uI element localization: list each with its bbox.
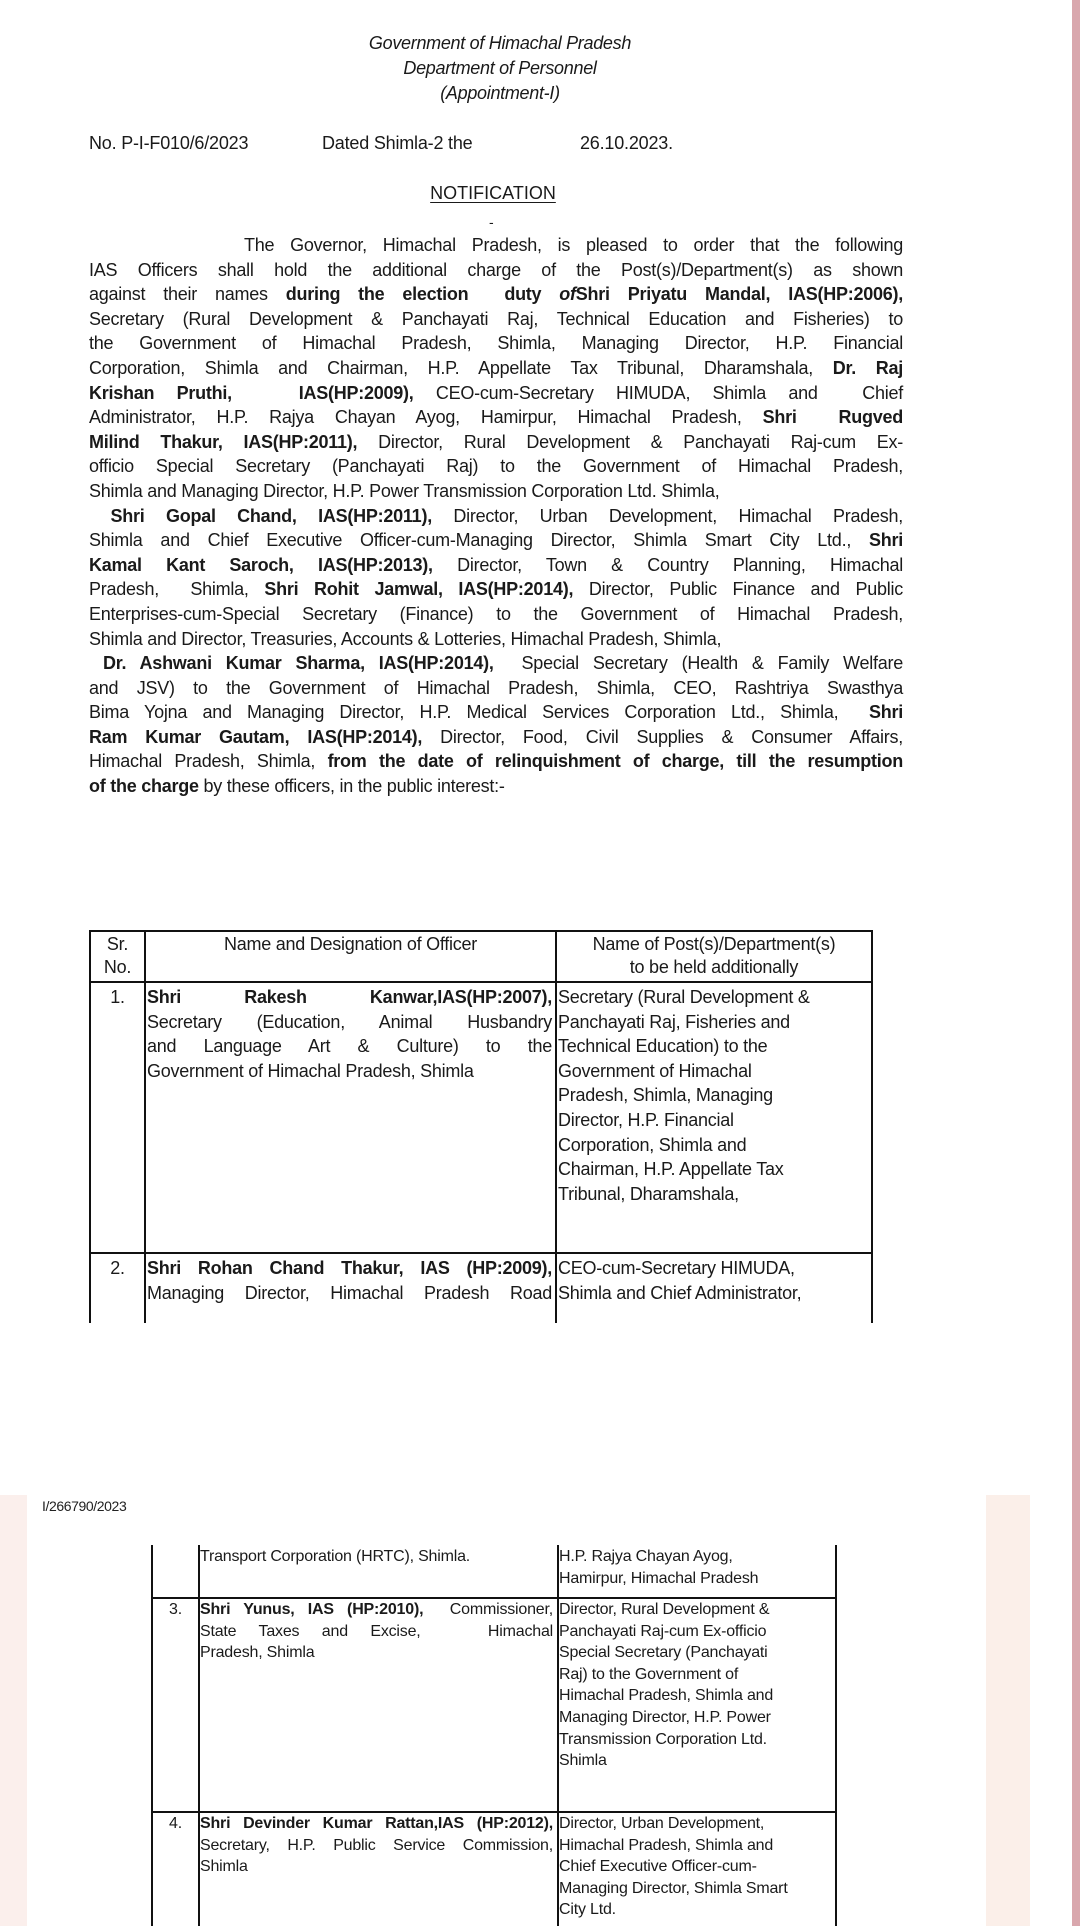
text-line: Panchayati Raj-cum Ex-officio xyxy=(559,1622,767,1640)
text-line: Shri Gopal Chand, IAS(HP:2011), Director, Urban Development, Himachal Pradesh, xyxy=(89,505,903,526)
text-line: Managing Director, Himachal Pradesh Road xyxy=(147,1282,552,1303)
text-line: Shri Yunus, IAS (HP:2010), Commissioner, xyxy=(200,1601,553,1618)
text-line: Ram Kumar Gautam, IAS(HP:2014), Director, Food, Civil Supplies & Consumer Affairs, xyxy=(89,726,904,747)
text-line: the Government of Himachal Pradesh, Shimla, Managing Director, H.P. Financial xyxy=(89,333,903,354)
text-line: Corporation, Shimla and xyxy=(558,1134,747,1155)
reference-number: No. P-I-F010/6/2023 xyxy=(89,133,249,153)
text-line: Secretary, H.P. Public Service Commission, xyxy=(200,1836,553,1854)
text-line: officio Special Secretary (Panchayati Raj) to the Government of Himachal Pradesh, xyxy=(89,456,903,477)
text-line: Bima Yojna and Managing Director, H.P. Medical Services Corporation Ltd., Shimla, Shri xyxy=(89,702,903,723)
header-section: (Appointment-I) xyxy=(440,83,560,103)
text-line: Shimla and Director, Treasuries, Accounts & Lotteries, Himachal Pradesh, Shimla, xyxy=(89,628,722,649)
text-line: Pradesh, Shimla, Shri Rohit Jamwal, IAS(HP:2014), Director, Public Finance and Public xyxy=(89,579,903,600)
page2-left-margin xyxy=(0,1495,27,1926)
row3-sr: 3. xyxy=(169,1601,182,1618)
text-line: Panchayati Raj, Fisheries and xyxy=(558,1011,790,1032)
text-line: Shimla xyxy=(200,1858,248,1876)
text-line: H.P. Rajya Chayan Ayog, xyxy=(559,1548,733,1565)
text-line: Krishan Pruthi, IAS(HP:2009), CEO-cum-Secretary HIMUDA, Shimla and Chief xyxy=(89,382,903,403)
text-line: The Governor, Himachal Pradesh, is pleased to order that the following xyxy=(244,235,903,255)
text-line: Tribunal, Dharamshala, xyxy=(558,1183,739,1204)
row2-officer xyxy=(147,1256,552,1305)
text-line: Director, H.P. Financial xyxy=(558,1109,734,1130)
text-line: Dr. Ashwani Kumar Sharma, IAS(HP:2014), Special Secretary (Health & Family Welfare xyxy=(89,653,903,674)
text-line: Milind Thakur, IAS(HP:2011), Director, Rural Development & Panchayati Raj-cum Ex- xyxy=(89,431,903,452)
text-line: City Ltd. xyxy=(559,1901,616,1919)
text-line: Himachal Pradesh, Shimla and xyxy=(559,1687,774,1705)
text-line: Transport Corporation (HRTC), Shimla. xyxy=(200,1548,471,1565)
row2-posts-cont xyxy=(559,1546,833,1589)
row3-officer xyxy=(200,1599,553,1664)
text-line: Government of Himachal xyxy=(558,1060,752,1081)
header-department: Department of Personnel xyxy=(403,58,597,78)
text-line: Technical Education) to the xyxy=(558,1036,768,1057)
text-line: Pradesh, Shimla, Managing xyxy=(558,1085,773,1106)
text-line: CEO-cum-Secretary HIMUDA, xyxy=(558,1258,795,1278)
text-line: Raj) to the Government of xyxy=(559,1665,739,1683)
row1-officer xyxy=(147,985,552,1083)
text-line: State Taxes and Excise, Himachal xyxy=(200,1622,553,1640)
header-government: Government of Himachal Pradesh xyxy=(368,33,632,53)
text-line: and Language Art & Culture) to the xyxy=(147,1036,552,1057)
text-line: Shimla and Managing Director, H.P. Power Transmission Corporation Ltd. Shimla, xyxy=(89,480,720,501)
header-posts: Name of Post(s)/Department(s) to be held additionally xyxy=(592,934,836,977)
text-line: Shri Rohan Chand Thakur, IAS (HP:2009), xyxy=(147,1258,552,1278)
text-line: Himachal Pradesh, Shimla, from the date of relinquishment of charge, till the resumption xyxy=(89,751,904,772)
text-line: Secretary (Education, Animal Husbandry xyxy=(147,1011,552,1032)
notification-body xyxy=(89,233,903,799)
page-edge-bar xyxy=(1072,0,1080,1926)
text-line: Transmission Corporation Ltd. xyxy=(559,1730,767,1748)
text-line: Shimla xyxy=(559,1752,607,1770)
text-line: of the charge by these officers, in the public interest:- xyxy=(89,776,505,797)
text-line: Hamirpur, Himachal Pradesh xyxy=(559,1569,759,1587)
header-sr-no: Sr. No. xyxy=(103,934,132,977)
row2-officer-cont xyxy=(200,1546,553,1568)
text-line: Managing Director, H.P. Power xyxy=(559,1708,771,1726)
text-line: Administrator, H.P. Rajya Chayan Ayog, Hamirpur, Himachal Pradesh, Shri Rugved xyxy=(89,407,904,428)
text-line: Special Secretary (Panchayati xyxy=(559,1644,768,1662)
row1-sr: 1. xyxy=(110,987,125,1007)
text-line: IAS Officers shall hold the additional charge of the Post(s)/Department(s) as shown xyxy=(89,259,903,280)
dated-label: Dated Shimla-2 the xyxy=(322,133,473,153)
text-line: Managing Director, Shimla Smart xyxy=(559,1879,788,1897)
row2-posts xyxy=(558,1256,868,1305)
notification-title: NOTIFICATION xyxy=(430,183,556,203)
header-officer: Name and Designation of Officer xyxy=(223,934,478,954)
document-id: I/266790/2023 xyxy=(42,1498,127,1514)
text-line: Kamal Kant Saroch, IAS(HP:2013), Director, Town & Country Planning, Himachal xyxy=(89,554,903,575)
text-line: Himachal Pradesh, Shimla and xyxy=(559,1836,774,1854)
row4-officer xyxy=(200,1813,553,1878)
text-line: Chief Executive Officer-cum- xyxy=(559,1858,757,1876)
row4-sr: 4. xyxy=(169,1815,182,1832)
row2-sr: 2. xyxy=(110,1258,125,1278)
text-line: Director, Rural Development & xyxy=(559,1601,770,1618)
reference-date: 26.10.2023. xyxy=(580,133,673,153)
row4-posts xyxy=(559,1813,833,1921)
text-line: Shimla and Chief Administrator, xyxy=(558,1282,802,1303)
row3-posts xyxy=(559,1599,833,1772)
text-line: Director, Urban Development, xyxy=(559,1815,765,1832)
text-line: Shri Rakesh Kanwar,IAS(HP:2007), xyxy=(147,987,552,1007)
text-line: Government of Himachal Pradesh, Shimla xyxy=(147,1060,474,1081)
text-line: against their names during the election duty ofShri Priyatu Mandal, IAS(HP:2006), xyxy=(89,284,903,305)
page2-right-margin xyxy=(986,1495,1030,1926)
text-line: Shri Devinder Kumar Rattan,IAS (HP:2012), xyxy=(200,1815,553,1832)
text-line: and JSV) to the Government of Himachal Pradesh, Shimla, CEO, Rashtriya Swasthya xyxy=(89,677,903,698)
text-line: Secretary (Rural Development & xyxy=(558,987,810,1007)
text-line: Enterprises-cum-Special Secretary (Finance) to the Government of Himachal Pradesh, xyxy=(89,603,903,624)
text-line: Shimla and Chief Executive Officer-cum-Managing Director, Shimla Smart City Ltd., Shri xyxy=(89,530,903,551)
dash-mark: - xyxy=(489,214,494,230)
text-line: Secretary (Rural Development & Panchayati Raj, Technical Education and Fisheries) to xyxy=(89,308,903,329)
text-line: Corporation, Shimla and Chairman, H.P. Appellate Tax Tribunal, Dharamshala, Dr. Raj xyxy=(89,357,903,378)
row1-posts xyxy=(558,985,868,1206)
text-line: Chairman, H.P. Appellate Tax xyxy=(558,1159,784,1180)
text-line: Pradesh, Shimla xyxy=(200,1644,315,1662)
